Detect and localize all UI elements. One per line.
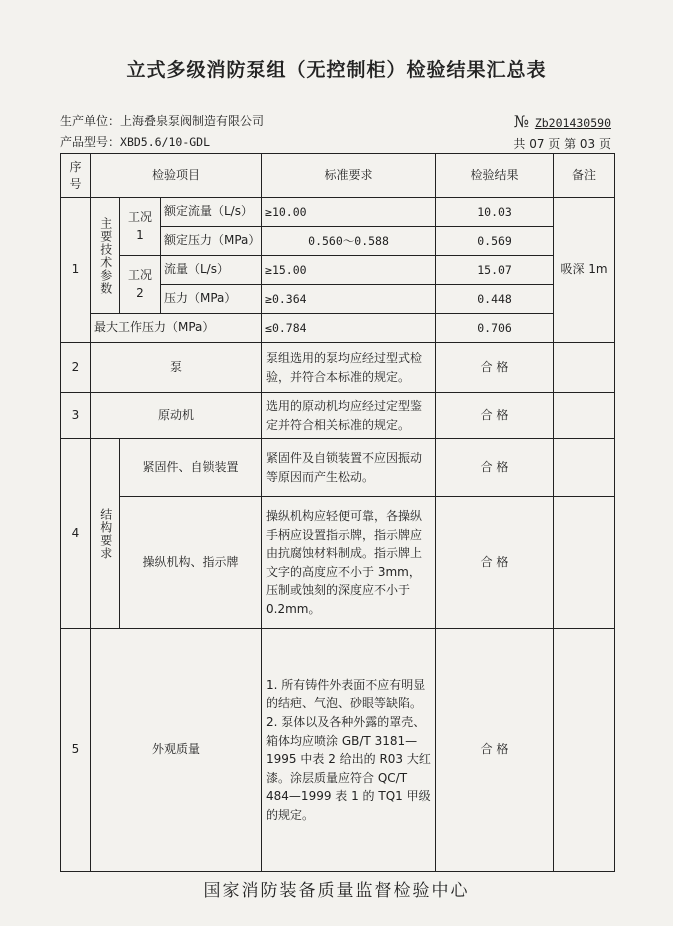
param-result: 10.03: [436, 198, 554, 227]
table-row: [61, 314, 615, 343]
issuer-footer: 国家消防装备质量监督检验中心: [203, 881, 470, 901]
result-cell: 合 格: [436, 393, 554, 439]
param-standard: 0.560～0.588: [262, 227, 436, 256]
header-seq: 序号: [61, 154, 91, 198]
standard-cell: 泵组选用的泵均应经过型式检验，并符合本标准的规定。: [262, 343, 436, 393]
param-result: 0.706: [436, 314, 554, 343]
param-name: 额定流量（L/s）: [161, 198, 262, 227]
param-name: 压力（MPa）: [161, 285, 262, 314]
seq-cell: 5: [61, 629, 91, 872]
standard-clause-2: 2. 泵体以及各种外露的罩壳、箱体均应喷涂 GB/T 3181—1995 中表 2 给出的 R03 大红漆。涂层质量应符合 QC/T 484—1999 表 1 的 TQ1 甲级的规定。: [266, 714, 431, 822]
manufacturer-label: 生产单位：: [60, 114, 121, 128]
header-note: 备注: [554, 154, 615, 198]
item-cell: 原动机: [91, 393, 262, 439]
param-result: 0.569: [436, 227, 554, 256]
standard-clause-1: 1. 所有铸件外表面不应有明显的结疤、气泡、砂眼等缺陷。: [266, 677, 426, 711]
header-standard: 标准要求: [262, 154, 436, 198]
model-label: 产品型号：: [60, 135, 121, 149]
param-name: 最大工作压力（MPa）: [91, 314, 262, 343]
item-cell: 紧固件、自锁装置: [120, 439, 262, 497]
result-cell: 合 格: [436, 497, 554, 629]
table-row: [61, 629, 615, 872]
table-row: [61, 439, 615, 497]
item-cell: 操纵机构、指示牌: [120, 497, 262, 629]
param-name: 额定压力（MPa）: [161, 227, 262, 256]
standard-cell: [262, 629, 436, 872]
seq-cell: 3: [61, 393, 91, 439]
result-cell: 合 格: [436, 439, 554, 497]
param-standard: ≥10.00: [262, 198, 436, 227]
seq-cell: 1: [61, 198, 91, 343]
condition-1: 工况 1: [120, 198, 161, 256]
param-standard: ≤0.784: [262, 314, 436, 343]
param-standard: ≥15.00: [262, 256, 436, 285]
param-result: 15.07: [436, 256, 554, 285]
param-result: 0.448: [436, 285, 554, 314]
model-line: [60, 133, 210, 150]
standard-cell: 操纵机构应轻便可靠，各操纵手柄应设置指示牌，指示牌应由抗腐蚀材料制成。指示牌上文字的高度应不小于 3mm，压制或蚀刻的深度应不小于 0.2mm。: [262, 497, 436, 629]
table-row: [61, 343, 615, 393]
table-row: [61, 497, 615, 629]
document-number-value: Zb201430590: [534, 116, 611, 130]
table-row: [61, 198, 615, 227]
result-cell: 合 格: [436, 343, 554, 393]
header-row: [61, 154, 615, 198]
note-cell: [554, 393, 615, 439]
page-title: 立式多级消防泵组（无控制柜）检验结果汇总表: [126, 59, 547, 81]
note-cell: [554, 629, 615, 872]
note-cell: [554, 343, 615, 393]
note-cell: [554, 497, 615, 629]
page-info: 共 07 页 第 03 页: [513, 137, 611, 151]
item-cell: 泵: [91, 343, 262, 393]
table-row: [61, 393, 615, 439]
param-standard: ≥0.364: [262, 285, 436, 314]
group-structure: 结构要求: [91, 439, 120, 629]
manufacturer-line: [60, 112, 264, 129]
result-cell: 合 格: [436, 629, 554, 872]
header-item: 检验项目: [91, 154, 262, 198]
standard-cell: 紧固件及自锁装置不应因振动等原因而产生松动。: [262, 439, 436, 497]
model-value: XBD5.6/10-GDL: [120, 135, 211, 149]
note-cell: [554, 439, 615, 497]
seq-cell: 4: [61, 439, 91, 629]
param-name: 流量（L/s）: [161, 256, 262, 285]
note-cell: 吸深 1m: [554, 198, 615, 343]
manufacturer-value: 上海叠泉泵阀制造有限公司: [120, 114, 265, 128]
group-main-params: 主要技术参数: [91, 198, 120, 314]
item-cell: 外观质量: [91, 629, 262, 872]
condition-2: 工况 2: [120, 256, 161, 314]
header-result: 检验结果: [436, 154, 554, 198]
document-number: [514, 112, 611, 131]
standard-cell: 选用的原动机均应经过定型鉴定并符合相关标准的规定。: [262, 393, 436, 439]
number-symbol: №: [513, 112, 529, 131]
seq-cell: 2: [61, 343, 91, 393]
inspection-table: [60, 153, 615, 872]
table-row: [61, 256, 615, 285]
